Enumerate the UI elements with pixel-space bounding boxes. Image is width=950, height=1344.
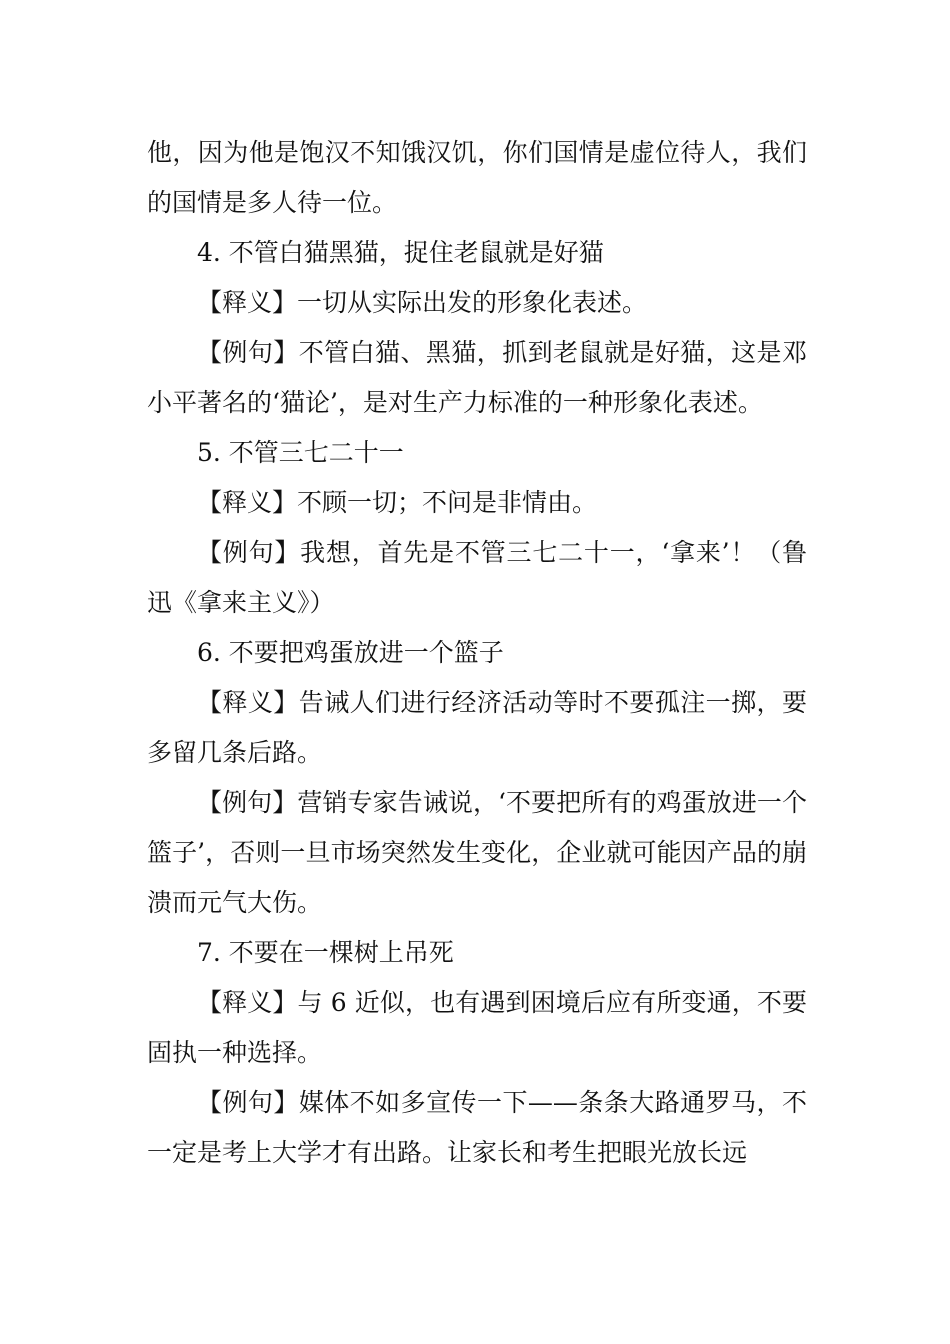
definition-item-4: 【释义】一切从实际出发的形象化表述。 [197,288,648,317]
definition-item-7: 【释义】与 6 近似，也有遇到困境后应有所变通，不要固执一种选择。 [147,988,807,1067]
heading-item-6: 6. 不要把鸡蛋放进一个篮子 [197,638,504,667]
heading-item-5: 5. 不管三七二十一 [197,438,404,467]
heading-item-7: 7. 不要在一棵树上吊死 [197,938,454,967]
example-item-6: 【例句】营销专家告诫说，‘不要把所有的鸡蛋放进一个篮子’，否则一旦市场突然发生变化，企业就可能因产品的崩溃而元气大伤。 [147,788,807,917]
paragraph-continuation: 他，因为他是饱汉不知饿汉饥，你们国情是虚位待人，我们的国情是多人待一位。 [147,138,807,217]
example-item-4: 【例句】不管白猫、黑猫，抓到老鼠就是好猫，这是邓小平著名的‘猫论’，是对生产力标准的一种形象化表述。 [147,338,807,417]
heading-item-4: 4. 不管白猫黑猫，捉住老鼠就是好猫 [197,238,604,267]
document-body [147,128,807,1178]
definition-item-5: 【释义】不顾一切；不问是非情由。 [197,488,598,517]
definition-item-6: 【释义】告诫人们进行经济活动等时不要孤注一掷，要多留几条后路。 [147,688,807,767]
example-item-7: 【例句】媒体不如多宣传一下——条条大路通罗马，不一定是考上大学才有出路。让家长和考生把眼光放长远 [147,1088,807,1167]
example-item-5: 【例句】我想，首先是不管三七二十一，‘拿来’！（鲁迅《拿来主义》） [147,538,807,617]
